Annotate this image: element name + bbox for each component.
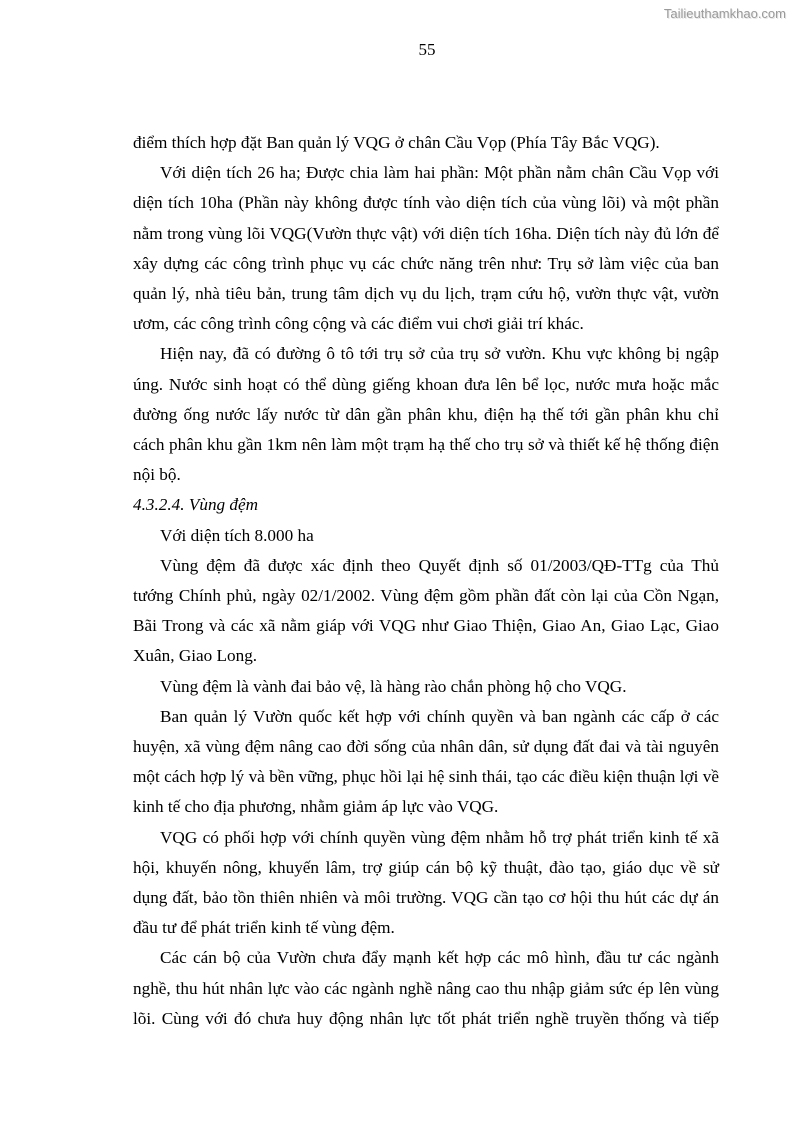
paragraph-buffer-decision: Vùng đệm đã được xác định theo Quyết định số 01/2003/QĐ-TTg của Thủ tướng Chính phủ, ngày 02/1/2002. Vùng đệm gồm phần đất còn lại của Cồn Ngạn, Bãi Trong và các xã nằm giáp với VQG như Giao Thiện, Giao An, Giao Lạc, Giao Xuân, Giao Long. bbox=[133, 555, 719, 666]
document-body bbox=[133, 128, 719, 1034]
paragraph-staff-limitations: Các cán bộ của Vườn chưa đẩy mạnh kết hợp các mô hình, đầu tư các ngành nghề, thu hút nhân lực vào các ngành nghề nâng cao thu nhập giảm sức ép lên vùng lõi. Cùng với đó chưa huy động nhân lực tốt phát triển nghề truyền thống và tiếp bbox=[133, 948, 719, 1028]
page-number: 55 bbox=[418, 40, 436, 59]
paragraph-vqg-cooperation: VQG có phối hợp với chính quyền vùng đệm nhằm hỗ trợ phát triển kinh tế xã hội, khuyến nông, khuyến lâm, trợ giúp cán bộ kỹ thuật, đào tạo, giáo dục về sử dụng đất, bảo tồn thiên nhiên và môi trường. VQG cần tạo cơ hội thu hút các dự án đầu tư để phát triển kinh tế vùng đệm. bbox=[133, 827, 719, 938]
section-heading-buffer-zone: 4.3.2.4. Vùng đệm bbox=[133, 495, 259, 515]
watermark: Tailieuthamkhao.com bbox=[663, 6, 786, 21]
paragraph-infrastructure: Hiện nay, đã có đường ô tô tới trụ sở của trụ sở vườn. Khu vực không bị ngập úng. Nước sinh hoạt có thể dùng giếng khoan đưa lên bể lọc, nước mưa hoặc mắc đường ống nước lấy nước từ dân gần phân khu, điện hạ thế tới gần phân khu chỉ cách phân khu gần 1km nên làm một trạm hạ thế cho trụ sở và thiết kế hệ thống điện nội bộ. bbox=[133, 344, 719, 485]
paragraph-continuation: điểm thích hợp đặt Ban quản lý VQG ở chân Cầu Vọp (Phía Tây Bắc VQG). bbox=[133, 133, 660, 152]
paragraph-buffer-area: Với diện tích 8.000 ha bbox=[160, 525, 314, 545]
paragraph-area-description: Với diện tích 26 ha; Được chia làm hai phần: Một phần nằm chân Cầu Vọp với diện tích 10ha (Phần này không được tính vào diện tích của vùng lõi) và một phần nằm trong vùng lõi VQG(Vườn thực vật) với diện tích 16ha. Diện tích này đủ lớn để xây dựng các công trình phục vụ các chức năng trên như: Trụ sở làm việc của ban quản lý, nhà tiêu bản, trung tâm dịch vụ du lịch, trạm cứu hộ, vườn thực vật, vườn ươm, các công trình công cộng và các điểm vui chơi giải trí khác. bbox=[133, 163, 719, 334]
paragraph-buffer-role: Vùng đệm là vành đai bảo vệ, là hàng rào chắn phòng hộ cho VQG. bbox=[160, 676, 627, 696]
paragraph-management-board: Ban quản lý Vườn quốc kết hợp với chính quyền và ban ngành các cấp ở các huyện, xã vùng đệm nâng cao đời sống của nhân dân, sử dụng đất đai và tài nguyên một cách hợp lý và bền vững, phục hồi lại hệ sinh thái, tạo các điều kiện thuận lợi về kinh tế cho địa phương, nhằm giảm áp lực vào VQG. bbox=[133, 706, 719, 817]
